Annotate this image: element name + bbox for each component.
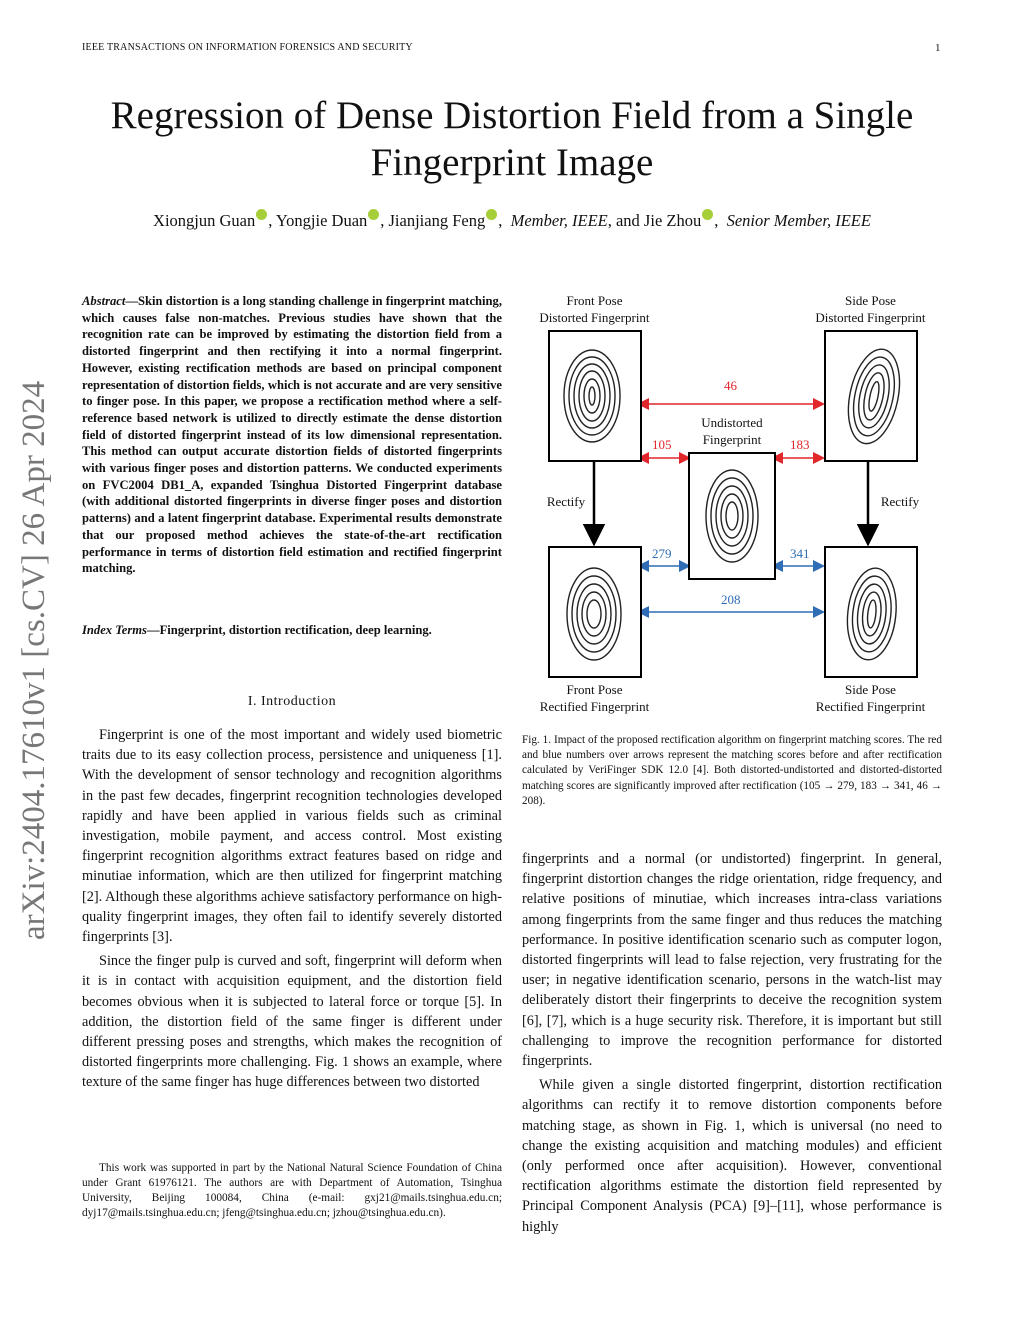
label-undistorted [690,414,774,448]
label-line: Rectified Fingerprint [815,699,926,714]
figure-caption [522,733,942,809]
rectify-label-right: Rectify [880,494,920,509]
label-line: Distorted Fingerprint [539,310,650,325]
label-line: Side Pose [845,293,896,308]
label-line: Distorted Fingerprint [815,310,926,325]
fingerprint-icon [690,454,774,578]
author-name: Yongjie Duan [275,211,368,230]
fingerprint-icon [826,332,916,460]
fingerprint-front-distorted [548,330,642,462]
author-role: Senior Member, IEEE [726,211,871,230]
paragraph: While given a single distorted fingerprint, distortion rectification algorithms can rectify it to remove distortion components before matching stage, as shown in Fig. 1, which is universal (no need to change the existing acquisition and matching modules) and efficient (only performed once after acquisition). However, conventional rectification algorithms estimate the distortion field represented by Principal Component Analysis (PCA) [9]–[11], whose performance is highly [522,1077,942,1235]
label-front-distorted [522,292,667,326]
orcid-icon[interactable] [368,209,379,220]
fingerprint-undistorted [688,452,776,580]
abstract-text: —Skin distortion is a long standing challenge in fingerprint matching, which causes false non-matches. Previous studies have shown that the recognition rate can be improved by estimating the distortion field from a distorted fingerprint and then rectifying it into a normal fingerprint. However, existing rectification methods are based on principal component representation of distortion fields, which is not accurate and are very sensitive to finger pose. In this paper, we propose a rectification method where a self-reference based network is utilized to directly estimate the dense distortion field of distorted fingerprint instead of its low dimensional representation. This method can output accurate distortion fields of distorted fingerprints with various finger poses and distortion patterns. We conducted experiments on FVC2004 DB1_A, expanded Tsinghua Distorted Fingerprint database (with additional distorted fingerprints in diverse finger poses and distortion patterns) and a latent fingerprint database. Experimental results demonstrate that our proposed method achieves the state-of-the-art rectification performance in terms of distortion field estimation and rectified fingerprint matching. [82,294,502,576]
section-heading: I. Introduction [247,694,337,709]
fingerprint-icon [550,332,640,460]
footnote-text: This work was supported in part by the National Natural Science Foundation of China under Grant 61976121. The authors are with Department of Automation, Tsinghua University, Beijing 100084, China (e-mail: gxj21@mails.tsinghua.edu.cn; dyj17@mails.tsinghua.edu.cn; jfeng@tsinghua.edu.cn; jzhou@tsinghua.edu.cn). [82,1162,502,1219]
score-front-undistorted-after: 279 [652,546,672,561]
intro-right-column [522,849,942,1237]
paragraph: fingerprints and a normal (or undistorted) fingerprint. In general, fingerprint distortion changes the ridge orientation, ridge frequency, and relative positions of minutiae, which increases intra-class variations among fingerprints from the same finger and thus reduces the matching performance. In positive identification scenario such as computer logon, distorted fingerprints will lead to false rejection, very frustrating for the user; in negative identification scenario, persons in the watch-list may deliberately distort their fingerprints to deceive the recognition system [6], [7], which is a huge security risk. Therefore, it is important but still challenging to improve the recognition performance for distorted fingerprints. [522,851,942,1070]
footnote [82,1161,502,1221]
rectify-label-left: Rectify [546,494,586,509]
score-front-undistorted-before: 105 [652,437,672,452]
score-distorted-distorted-after: 208 [721,592,741,607]
paper-title: Regression of Dense Distortion Field from a Single Fingerprint Image [110,94,914,184]
journal-header: IEEE TRANSACTIONS ON INFORMATION FORENSICS AND SECURITY [82,42,413,53]
label-line: Undistorted [701,415,763,430]
index-terms-lead: Index Terms [82,623,147,637]
score-side-undistorted-after: 341 [790,546,810,561]
index-terms [82,622,502,639]
author-role: Member, IEEE [510,211,608,230]
figure-1 [522,290,942,720]
score-distorted-distorted-before: 46 [724,378,737,393]
fingerprint-front-rectified [548,546,642,678]
page-number: 1 [935,42,941,54]
abstract [82,293,502,577]
fingerprint-icon [826,548,916,676]
author-list: Xiongjun Guan , Yongjie Duan , Jianjiang Feng , Member, IEEE, and Jie Zhou , Senior Member, IEEE [153,211,871,230]
intro-left-column [82,725,502,1093]
label-line: Front Pose [566,682,623,697]
orcid-icon[interactable] [702,209,713,220]
abstract-lead: Abstract [82,294,126,308]
label-line: Side Pose [845,682,896,697]
arxiv-stamp: arXiv:2404.17610v1 [cs.CV] 26 Apr 2024 [16,380,52,940]
author-name: and Jie Zhou [615,211,702,230]
label-side-rectified [799,681,942,715]
index-terms-text: —Fingerprint, distortion rectification, deep learning. [146,623,432,637]
paragraph: Fingerprint is one of the most important and widely used biometric traits due to its easy collection process, persistence and uniqueness [1]. With the development of sensor technology and recognition algorithms in the past few decades, fingerprint recognition technologies developed rapidly and have been applied in various fields such as criminal investigation, mobile payment, and access control. Most existing fingerprint recognition algorithms extract features based on ridge and minutiae information, which are then utilized for fingerprint matching [2]. Although these algorithms achieve satisfactory performance on high-quality fingerprint images, they often fail to identify severely distorted fingerprints [3]. [82,727,502,946]
fingerprint-side-rectified [824,546,918,678]
paragraph: Since the finger pulp is curved and soft, fingerprint will deform when it is in contact with acquisition equipment, and the distortion field becomes obvious when it is subjected to lateral force or torque [5]. In addition, the distortion field of the same finger is different under different pressing poses and strengths, which makes the recognition of distorted fingerprints more challenging. Fig. 1 shows an example, where texture of the same finger has huge differences between two distorted [82,953,502,1091]
label-line: Fingerprint [702,432,762,447]
score-side-undistorted-before: 183 [790,437,810,452]
author-name: Xiongjun Guan [153,211,256,230]
label-line: Front Pose [566,293,623,308]
fingerprint-side-distorted [824,330,918,462]
orcid-icon[interactable] [256,209,267,220]
label-side-distorted [799,292,942,326]
label-front-rectified [522,681,667,715]
caption-text: Fig. 1. Impact of the proposed rectification algorithm on fingerprint matching scores. The red and blue numbers over arrows represent the matching scores before and after rectification calculated by VeriFinger SDK 12.0 [4]. Both distorted-undistorted and distorted-distorted matching scores are significantly improved after rectification (105 → 279, 183 → 341, 46 → 208). [522,734,942,807]
orcid-icon[interactable] [486,209,497,220]
label-line: Rectified Fingerprint [539,699,650,714]
fingerprint-icon [550,548,640,676]
author-name: Jianjiang Feng [388,211,486,230]
